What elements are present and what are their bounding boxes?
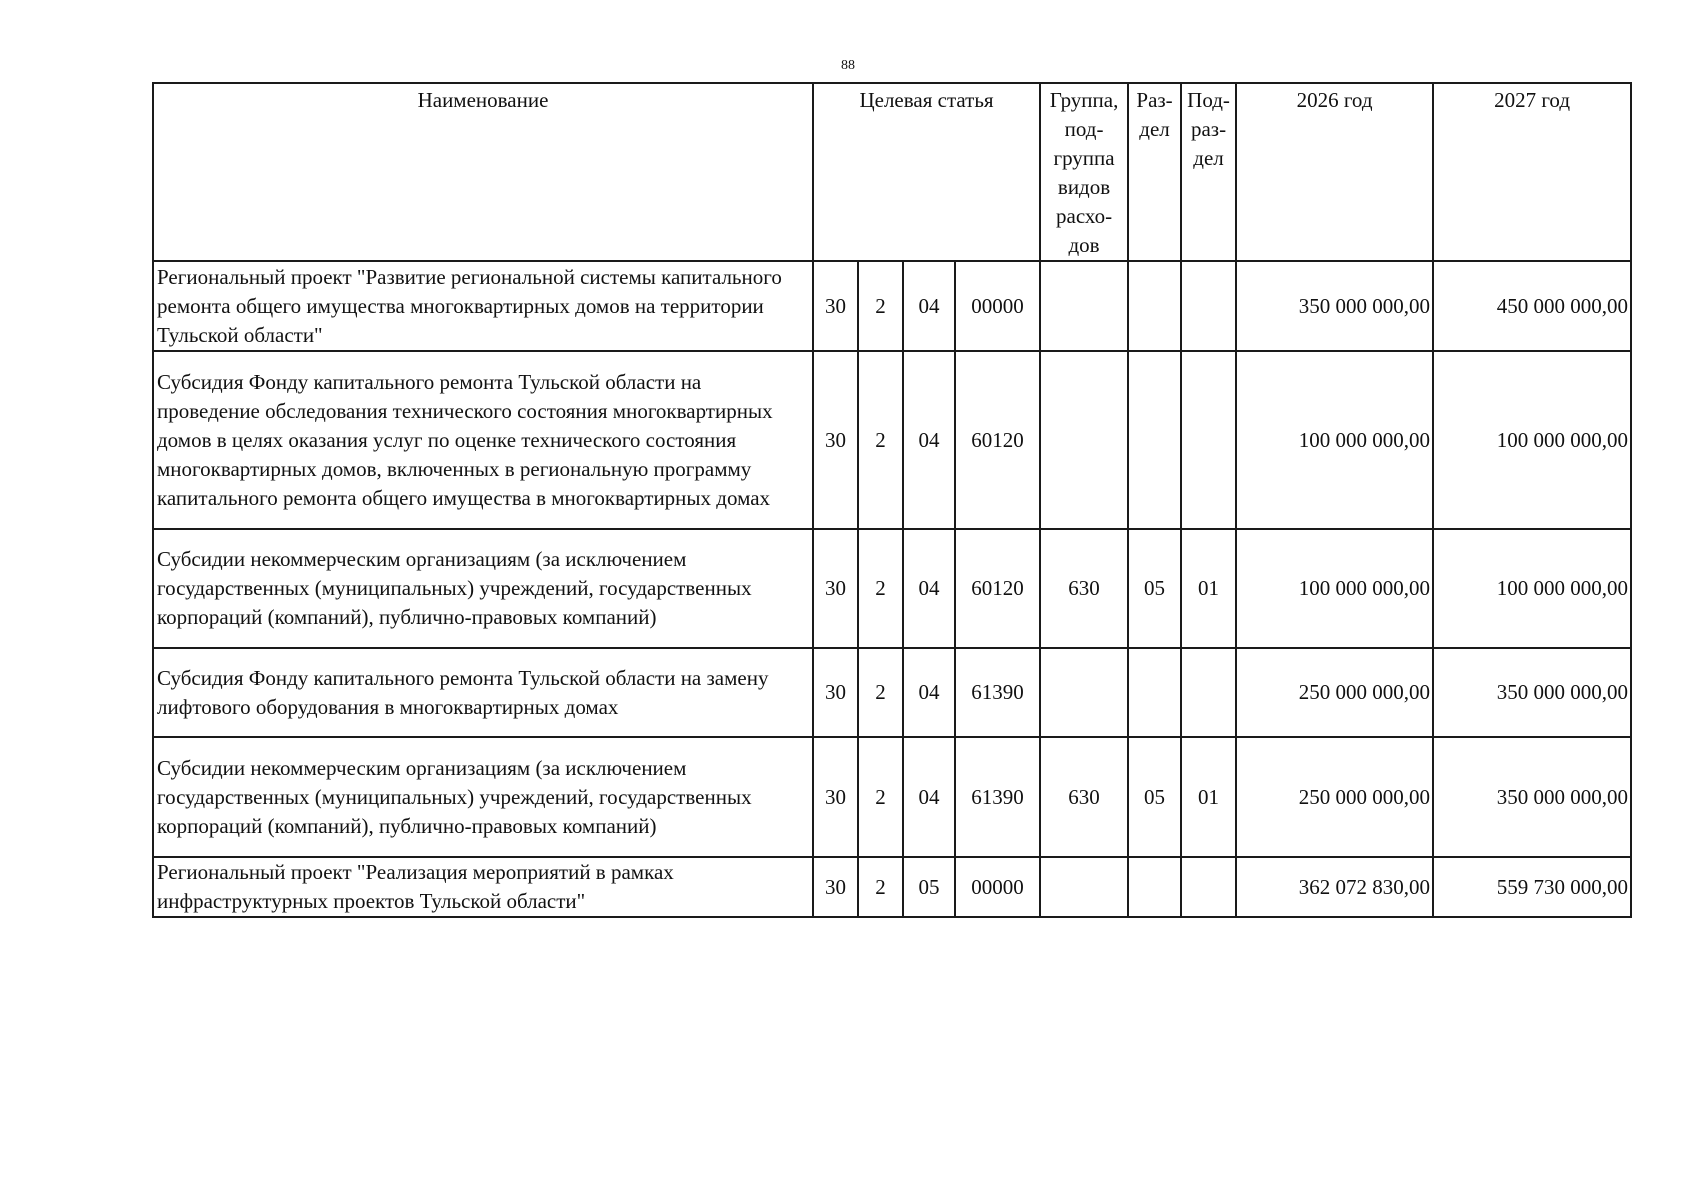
section — [1128, 857, 1181, 917]
target-article-program: 30 — [813, 261, 858, 351]
header-section: Раз-дел — [1128, 83, 1181, 261]
table-row — [153, 261, 1631, 351]
subsection: 01 — [1181, 529, 1236, 648]
header-name: Наименование — [153, 83, 813, 261]
header-group: Группа, под-группа видов расхо-дов — [1040, 83, 1128, 261]
subsection — [1181, 351, 1236, 529]
amount-2026: 100 000 000,00 — [1236, 351, 1433, 529]
header-year-2027: 2027 год — [1433, 83, 1631, 261]
amount-2027: 450 000 000,00 — [1433, 261, 1631, 351]
table-row — [153, 648, 1631, 737]
target-article-direction: 00000 — [955, 261, 1040, 351]
subsection — [1181, 261, 1236, 351]
row-name: Субсидия Фонду капитального ремонта Тульской области на проведение обследования технического состояния многоквартирных домов в целях оказания услуг по оценке технического состояния многоквартирных домов, включенных в региональную программу капитального ремонта общего имущества в многоквартирных домах — [153, 351, 813, 529]
expense-group — [1040, 857, 1128, 917]
target-article-project: 04 — [903, 261, 955, 351]
row-name: Региональный проект "Развитие региональной системы капитального ремонта общего имущества многоквартирных домов на территории Тульской области" — [153, 261, 813, 351]
row-name: Региональный проект "Реализация мероприятий в рамках инфраструктурных проектов Тульской области" — [153, 857, 813, 917]
target-article-project: 04 — [903, 737, 955, 857]
section: 05 — [1128, 737, 1181, 857]
target-article-direction: 61390 — [955, 737, 1040, 857]
row-name: Субсидия Фонду капитального ремонта Тульской области на замену лифтового оборудования в многоквартирных домах — [153, 648, 813, 737]
target-article-type: 2 — [858, 529, 903, 648]
section — [1128, 351, 1181, 529]
target-article-direction: 00000 — [955, 857, 1040, 917]
table-row — [153, 737, 1631, 857]
section — [1128, 648, 1181, 737]
target-article-type: 2 — [858, 857, 903, 917]
expense-group: 630 — [1040, 529, 1128, 648]
target-article-type: 2 — [858, 351, 903, 529]
header-row — [153, 83, 1631, 261]
subsection — [1181, 648, 1236, 737]
amount-2027: 559 730 000,00 — [1433, 857, 1631, 917]
header-subsection: Под-раз-дел — [1181, 83, 1236, 261]
amount-2026: 250 000 000,00 — [1236, 737, 1433, 857]
target-article-direction: 61390 — [955, 648, 1040, 737]
amount-2026: 362 072 830,00 — [1236, 857, 1433, 917]
target-article-program: 30 — [813, 351, 858, 529]
row-name: Субсидии некоммерческим организациям (за исключением государственных (муниципальных) учреждений, государственных корпораций (компаний), публично-правовых компаний) — [153, 529, 813, 648]
target-article-program: 30 — [813, 737, 858, 857]
amount-2027: 350 000 000,00 — [1433, 648, 1631, 737]
target-article-project: 04 — [903, 529, 955, 648]
amount-2026: 350 000 000,00 — [1236, 261, 1433, 351]
section — [1128, 261, 1181, 351]
expense-group — [1040, 261, 1128, 351]
amount-2027: 100 000 000,00 — [1433, 529, 1631, 648]
amount-2027: 350 000 000,00 — [1433, 737, 1631, 857]
target-article-program: 30 — [813, 648, 858, 737]
target-article-type: 2 — [858, 648, 903, 737]
budget-table — [152, 82, 1632, 918]
target-article-direction: 60120 — [955, 529, 1040, 648]
expense-group: 630 — [1040, 737, 1128, 857]
header-year-2026: 2026 год — [1236, 83, 1433, 261]
header-target-article: Целевая статья — [813, 83, 1040, 261]
table-row — [153, 351, 1631, 529]
target-article-project: 04 — [903, 351, 955, 529]
target-article-type: 2 — [858, 737, 903, 857]
target-article-project: 05 — [903, 857, 955, 917]
row-name: Субсидии некоммерческим организациям (за исключением государственных (муниципальных) учреждений, государственных корпораций (компаний), публично-правовых компаний) — [153, 737, 813, 857]
expense-group — [1040, 648, 1128, 737]
page-number: 88 — [841, 58, 855, 73]
target-article-project: 04 — [903, 648, 955, 737]
amount-2026: 250 000 000,00 — [1236, 648, 1433, 737]
table-row — [153, 857, 1631, 917]
table-row — [153, 529, 1631, 648]
target-article-type: 2 — [858, 261, 903, 351]
subsection — [1181, 857, 1236, 917]
section: 05 — [1128, 529, 1181, 648]
expense-group — [1040, 351, 1128, 529]
target-article-program: 30 — [813, 529, 858, 648]
target-article-program: 30 — [813, 857, 858, 917]
target-article-direction: 60120 — [955, 351, 1040, 529]
amount-2026: 100 000 000,00 — [1236, 529, 1433, 648]
subsection: 01 — [1181, 737, 1236, 857]
amount-2027: 100 000 000,00 — [1433, 351, 1631, 529]
